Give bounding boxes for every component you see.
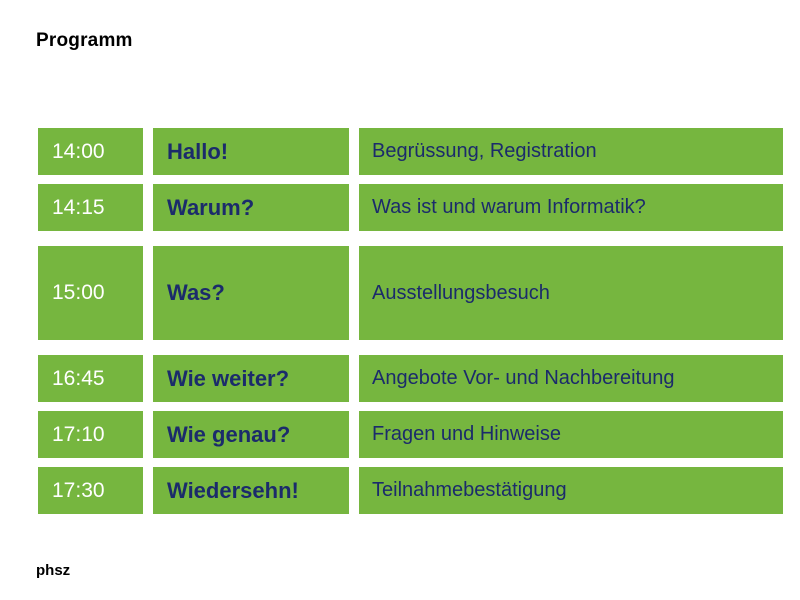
schedule-label: Warum? [153, 184, 349, 231]
schedule-label: Wie genau? [153, 411, 349, 458]
schedule-description: Begrüssung, Registration [359, 128, 783, 175]
schedule-label: Hallo! [153, 128, 349, 175]
schedule-time: 17:10 [38, 411, 143, 458]
schedule-time: 14:15 [38, 184, 143, 231]
slide-footer: phsz [36, 562, 71, 579]
schedule-description: Angebote Vor- und Nachbereitung [359, 355, 783, 402]
schedule-table [38, 128, 783, 523]
schedule-time: 16:45 [38, 355, 143, 402]
table-row [38, 246, 783, 340]
schedule-label: Was? [153, 246, 349, 340]
schedule-time: 15:00 [38, 246, 143, 340]
schedule-time: 14:00 [38, 128, 143, 175]
table-row [38, 467, 783, 514]
schedule-description: Was ist und warum Informatik? [359, 184, 783, 231]
table-row [38, 355, 783, 402]
table-row [38, 184, 783, 231]
table-row [38, 411, 783, 458]
schedule-description: Ausstellungsbesuch [359, 246, 783, 340]
page-title: Programm [36, 30, 133, 51]
schedule-label: Wie weiter? [153, 355, 349, 402]
schedule-description: Teilnahmebestätigung [359, 467, 783, 514]
schedule-description: Fragen und Hinweise [359, 411, 783, 458]
schedule-label: Wiedersehn! [153, 467, 349, 514]
schedule-time: 17:30 [38, 467, 143, 514]
table-row [38, 128, 783, 175]
